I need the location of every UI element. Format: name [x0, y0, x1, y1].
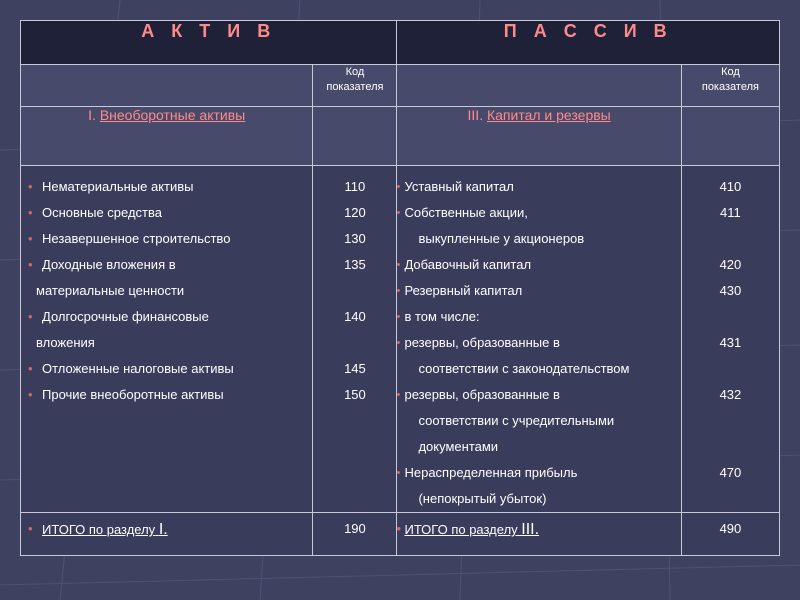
liability-item: • Уставный капитал: [397, 174, 680, 200]
code-label-row: [21, 65, 780, 107]
active-header: [21, 21, 397, 65]
liability-item: • в том числе:: [397, 304, 680, 330]
liability-codes-list: [682, 166, 779, 512]
section-left-title: I. Внеоборотные активы: [21, 107, 313, 166]
liability-code: 431: [719, 335, 742, 350]
asset-code: 130: [344, 231, 366, 246]
liability-item: • Резервный капитал: [397, 278, 680, 304]
liability-item: документами: [418, 439, 499, 454]
active-title: А К Т И В: [141, 21, 277, 41]
asset-item: • Незавершенное строительство: [21, 226, 312, 252]
liability-item: выкупленные у акционеров: [418, 231, 585, 246]
passive-title: П А С С И В: [503, 21, 673, 41]
liability-item: • резервы, образованные в: [397, 330, 680, 356]
header-row: [21, 21, 780, 65]
asset-code: 120: [344, 205, 366, 220]
passive-header: [397, 21, 780, 65]
liability-item: соответствии с учредительными: [418, 413, 615, 428]
total-right-label: • ИТОГО по разделу III.: [397, 513, 680, 539]
asset-item: • Доходные вложения в: [21, 252, 312, 278]
liability-items-list: [397, 166, 680, 512]
asset-item: вложения: [36, 335, 95, 350]
liability-code: [682, 304, 779, 330]
balance-table: [20, 20, 780, 556]
code-label-left: Код показателя: [313, 65, 397, 107]
liability-code: [682, 408, 779, 434]
total-left-label: • ИТОГО по разделу I.: [21, 513, 312, 539]
liability-item: (непокрытый убыток): [418, 491, 547, 506]
liability-code: [682, 434, 779, 460]
asset-code: 135: [344, 257, 366, 272]
liability-item: • Нераспределенная прибыль: [397, 460, 680, 486]
liability-code: [682, 226, 779, 252]
liability-item: • резервы, образованные в: [397, 382, 680, 408]
asset-item: • Долгосрочные финансовые: [21, 304, 312, 330]
liability-item: • Собственные акции,: [397, 200, 680, 226]
liability-code: 420: [719, 257, 742, 272]
asset-item: • Отложенные налоговые активы: [21, 356, 312, 382]
total-row: [21, 513, 780, 556]
liability-item: • Добавочный капитал: [397, 252, 680, 278]
asset-item: • Прочие внеоборотные активы: [21, 382, 312, 408]
asset-item: материальные ценности: [36, 283, 185, 298]
asset-code: 140: [344, 309, 366, 324]
asset-code: [313, 278, 396, 304]
body-row: [21, 166, 780, 513]
total-left-code: 190: [344, 521, 366, 536]
code-label-right: Код показателя: [681, 65, 779, 107]
asset-code: 110: [344, 179, 366, 194]
liability-code: 410: [719, 179, 742, 194]
asset-item: • Основные средства: [21, 200, 312, 226]
liability-code: 432: [719, 387, 742, 402]
liability-code: [682, 486, 779, 512]
liability-code: [682, 356, 779, 382]
liability-item: соответствии с законодательством: [418, 361, 630, 376]
asset-item: • Нематериальные активы: [21, 174, 312, 200]
asset-items-list: [21, 166, 312, 408]
total-right-code: 490: [719, 521, 742, 536]
liability-code: 430: [719, 283, 742, 298]
asset-codes-list: [313, 166, 396, 408]
asset-code: [313, 330, 396, 356]
liability-code: 470: [719, 465, 742, 480]
section-row: [21, 107, 780, 166]
asset-code: 150: [344, 387, 366, 402]
asset-code: 145: [344, 361, 366, 376]
liability-code: 411: [720, 205, 741, 220]
section-right-title: III. Капитал и резервы: [397, 107, 681, 166]
